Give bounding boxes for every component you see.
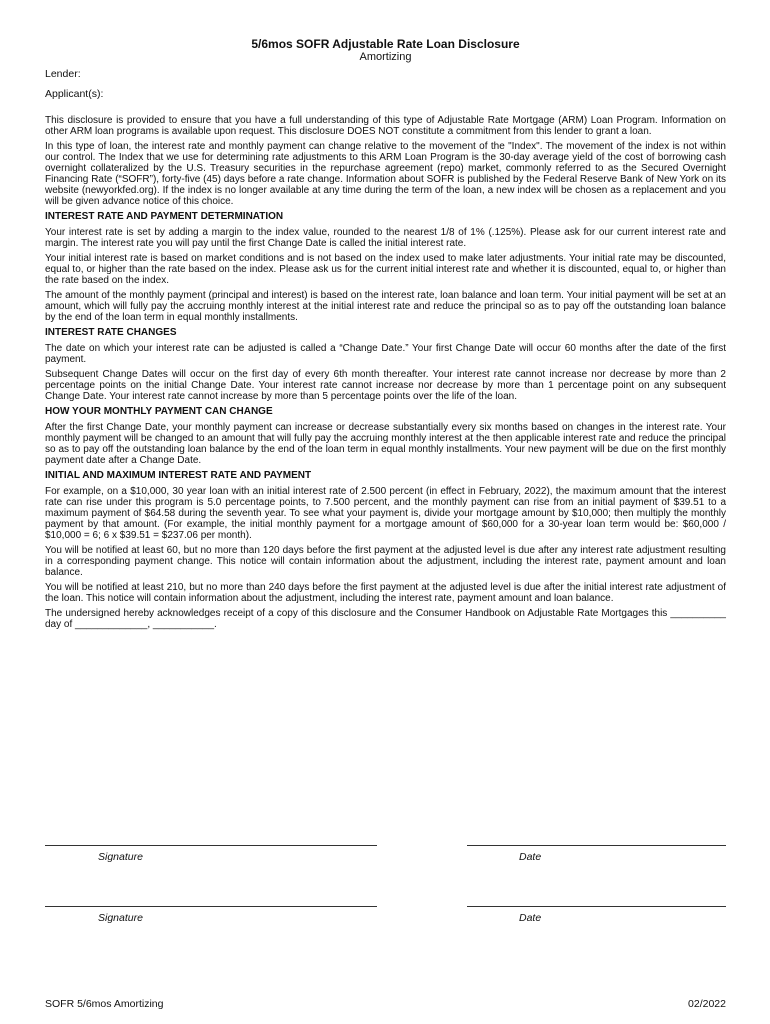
document-title: 5/6mos SOFR Adjustable Rate Loan Disclosure (251, 37, 520, 51)
lender-field: Lender: (45, 68, 81, 80)
applicants-field: Applicant(s): (45, 88, 104, 100)
section-paragraph: Your initial interest rate is based on market conditions and is not based on the index used to make later adjustments. Your initial rate may be discounted, equal to, or higher than the rate based on the index. Please ask us for the current initial interest rate and whether it is discounted, equal to, or higher than the rate based on the index. (45, 253, 726, 286)
section-paragraph: Subsequent Change Dates will occur on the first day of every 6th month thereafter. Your interest rate cannot increase nor decrease by more than 2 percentage points on the initial Change Date. Your interest rate cannot increase nor decrease by more than 1 percentage point on any subsequent Change Date. Your interest rate cannot increase by more than 5 percentage points over the life of the loan. (45, 369, 726, 402)
section-paragraph: The amount of the monthly payment (principal and interest) is based on the interest rate, loan balance and loan term. Your initial payment will be set at an amount, which will fully pay the accruing monthly interest at the initial interest rate and reduce the principal so as to pay off the outstanding loan balance by the end of the loan term in equal monthly installments. (45, 290, 726, 323)
intro-paragraph: In this type of loan, the interest rate and monthly payment can change relative to the movement of the "Index". The movement of the index is not within our control. The Index that we use for determining rate adjustments to this ARM Loan Program is the 30-day average yield of the cost of borrowing cash overnight collateralized by the U.S. Treasury securities in the repurchase agreement (repo) market, commonly referred to as the Secured Overnight Financing Rate (“SOFR”), forty-five (45) days before a rate change. Information about SOFR is published by the Federal Reserve Bank of New York on its website (newyorkfed.org). If the index is no longer available at any time during the term of the loan, a new index will be chosen as a replacement and you will be given advance notice of this choice. (45, 141, 726, 207)
signature-label-2: Signature (98, 912, 143, 924)
signature-line-2[interactable] (45, 906, 377, 907)
section-paragraph: The date on which your interest rate can be adjusted is called a “Change Date.” Your first Change Date will occur 60 months after the date of the first payment. (45, 343, 726, 365)
signature-label-1: Signature (98, 851, 143, 863)
date-line-2[interactable] (467, 906, 726, 907)
section-paragraph: After the first Change Date, your monthly payment can increase or decrease substantially every six months based on changes in the interest rate. Your monthly payment will be changed to an amount that will fully pay the accruing monthly interest at the then applicable interest rate and reduce the principal so as to pay off the outstanding loan balance by the end of the loan term in equal monthly installments. Your new payment will be due on the first monthly payment date after a Change Date. (45, 422, 726, 466)
section-paragraph: You will be notified at least 60, but no more than 120 days before the first payment at the adjusted level is due after any interest rate adjustment resulting in a corresponding payment change. This notice will contain information about the adjustment, including the interest rate, payment amount and loan balance. (45, 545, 726, 578)
document-subtitle: Amortizing (359, 51, 412, 63)
section-heading-rate-changes: INTEREST RATE CHANGES (45, 327, 177, 338)
date-label-1: Date (519, 851, 542, 863)
signature-line-1[interactable] (45, 845, 377, 846)
date-line-1[interactable] (467, 845, 726, 846)
disclosure-document (45, 37, 726, 634)
acknowledgement-paragraph: The undersigned hereby acknowledges receipt of a copy of this disclosure and the Consumer Handbook on Adjustable Rate Mortgages this __________ day of _____________, ___________. (45, 608, 726, 630)
section-paragraph: You will be notified at least 210, but no more than 240 days before the first payment at the adjusted level is due after the initial interest rate adjustment of the loan. This notice will contain information about the adjustment, including the interest rate, payment amount and loan balance. (45, 582, 726, 604)
section-heading-payment-change: HOW YOUR MONTHLY PAYMENT CAN CHANGE (45, 406, 273, 417)
intro-paragraph: This disclosure is provided to ensure that you have a full understanding of this type of Adjustable Rate Mortgage (ARM) Loan Program. Information on other ARM loan programs is available upon request. This disclosure DOES NOT constitute a commitment from this lender to grant a loan. (45, 115, 726, 137)
section-heading-rate-determination: INTEREST RATE AND PAYMENT DETERMINATION (45, 211, 284, 222)
section-paragraph: For example, on a $10,000, 30 year loan with an initial interest rate of 2.500 percent (in effect in February, 2022), the maximum amount that the interest rate can rise under this program is 5.0 percentage points, to 7.500 percent, and the monthly payment can rise from an initial payment of $39.51 to a maximum payment of $64.58 during the seventh year. To see what your payment is, divide your mortgage amount by $10,000; then multiply the monthly payment by that amount. (For example, the initial monthly payment for a mortgage amount of $60,000 for a 30-year loan term would be: $60,000 / $10,000 = 6; 6 x $39.51 = $237.06 per month). (45, 486, 726, 541)
date-label-2: Date (519, 912, 542, 924)
footer-revision-date: 02/2022 (688, 998, 726, 1010)
section-paragraph: Your interest rate is set by adding a margin to the index value, rounded to the nearest 1/8 of 1% (.125%). Please ask for our current interest rate and margin. The interest rate you will pay until the first Change Date is called the initial interest rate. (45, 227, 726, 249)
footer-form-name: SOFR 5/6mos Amortizing (45, 998, 164, 1010)
section-heading-initial-maximum: INITIAL AND MAXIMUM INTEREST RATE AND PAYMENT (45, 470, 312, 481)
